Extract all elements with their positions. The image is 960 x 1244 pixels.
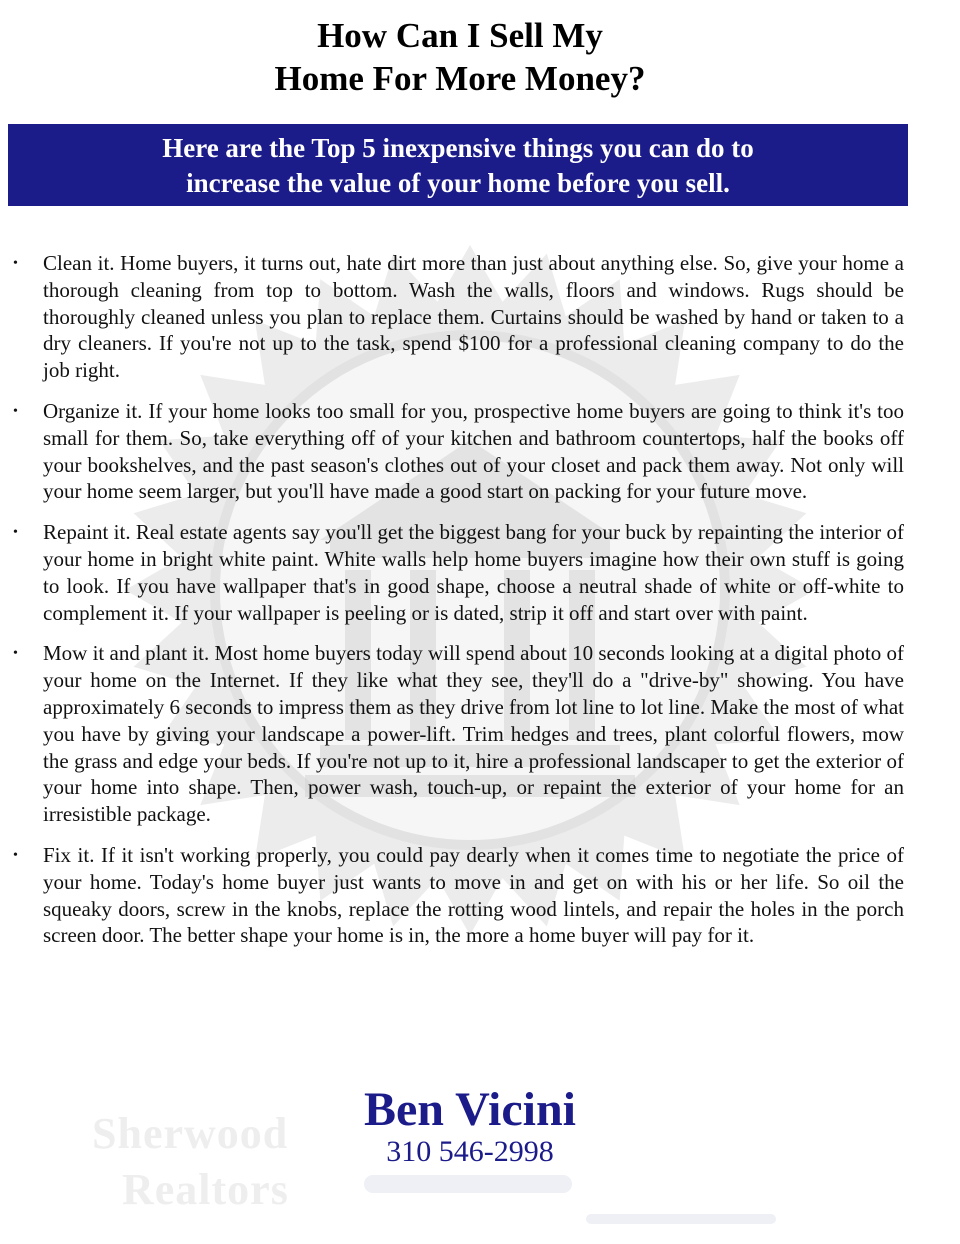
tip-text: Mow it and plant it. Most home buyers today will spend about 10 seconds looking at a digital photo of your home on the Internet. If they like what they see, they'll do a "drive-by" showing. You have approximately 6 seconds to impress them as they drive from lot line to lot line. Make the most of what you have by giving your landscape a power-lift. Trim hedges and trees, plant colorful flowers, mow the grass and edge your beds. If you're not up to it, hire a professional landscaper to get the exterior of your home into shape. Then, power wash, touch-up, or repaint the exterior of your home for an irresistible package. [43, 641, 904, 827]
watermark-text-line-2: Realtors [122, 1165, 289, 1214]
bullet-icon: • [13, 256, 18, 271]
banner-line: increase the value of your home before you sell. [186, 168, 730, 198]
agent-name: Ben Vicini [363, 1083, 577, 1136]
bullet-icon: • [13, 847, 18, 863]
tip-item [0, 640, 904, 828]
title-line: How Can I Sell My [317, 16, 603, 55]
bullet-icon: • [13, 403, 18, 419]
watermark-text-line-1: Sherwood [92, 1109, 289, 1158]
tip-text: Fix it. If it isn't working properly, you could pay dearly when it comes time to negotiate the price of your home. Today's home buyer just wants to move in and get on with his or her life. So oil the squeaky doors, screw in the knobs, replace the rotting wood lintels, and repair the holes in the porch screen door. The better shape your home is in, the more a home buyer will pay for it. [43, 842, 904, 948]
watermark-bar [364, 1175, 572, 1193]
tip-text: Clean it. Home buyers, it turns out, hate dirt more than just about anything else. So, give your home a thorough cleaning from top to bottom. Wash the walls, floors and windows. Rugs should be thoroughly cleaned unless you plan to replace them. Curtains should be washed by hand or taken to a dry cleaners. If you're not up to the task, spend $100 for a professional cleaning company to do the job right. [43, 251, 904, 383]
title-line: Home For More Money? [274, 59, 646, 98]
intro-banner [8, 124, 908, 206]
banner-line: Here are the Top 5 inexpensive things you can do to [162, 133, 754, 163]
tip-item [0, 842, 904, 949]
bullet-icon: • [13, 646, 18, 662]
tip-text: Repaint it. Real estate agents say you'll get the biggest bang for your buck by repainting the interior of your home in bright white paint. White walls help home buyers imagine how their own stuff is going to look. If you have wallpaper that's in good shape, choose a neutral shade of white or off-white to complement it. If your wallpaper is peeling or is dated, strip it off and start over with paint. [43, 520, 904, 625]
tip-text: Organize it. If your home looks too small for you, prospective home buyers are going to think it's too small for them. So, take everything off of your kitchen and bathroom countertops, half the books off your bookshelves, and the past season's clothes out of your closet and pack them away. Not only will your home seem larger, but you'll have made a good start on packing for your future move. [43, 398, 904, 504]
watermark-bar [586, 1214, 776, 1224]
tip-item [0, 250, 904, 384]
agent-phone: 310 546-2998 [386, 1135, 554, 1168]
tips-list [0, 250, 904, 963]
bullet-icon: • [13, 525, 18, 541]
page-title [0, 14, 920, 100]
tip-item [0, 398, 904, 505]
tip-item [0, 519, 904, 626]
